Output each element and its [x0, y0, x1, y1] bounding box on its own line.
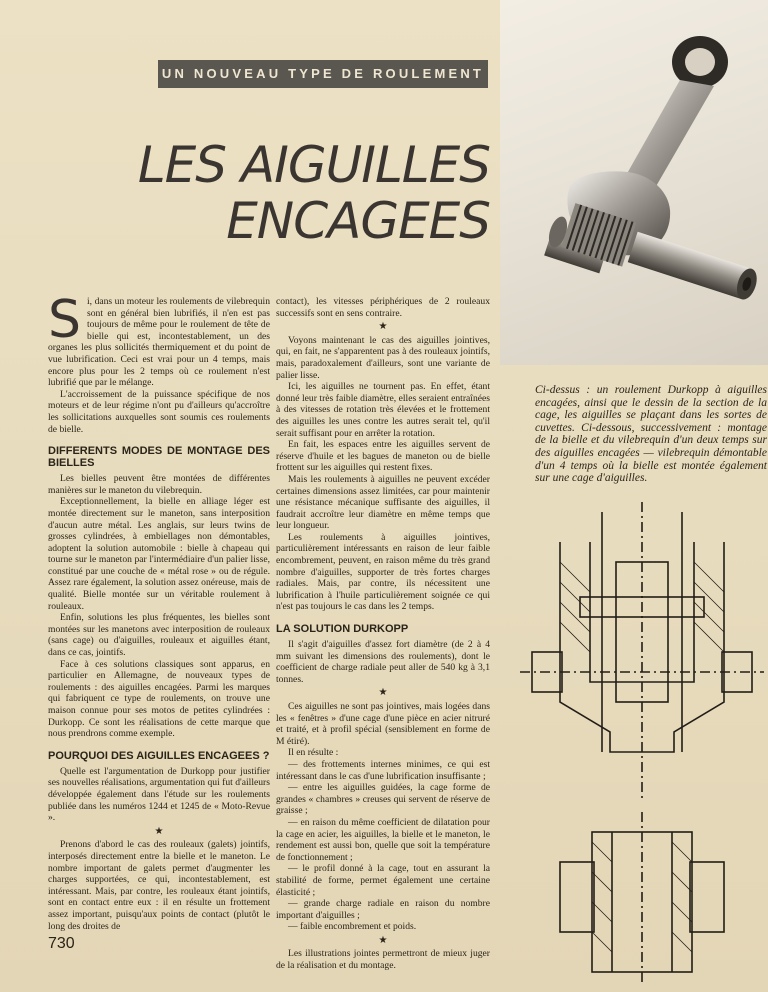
star-separator: ★ [378, 687, 388, 699]
paragraph: Ces aiguilles ne sont pas jointives, mais logées dans les « fenêtres » d'une cage d'une pièce en acier nitruré et traité, et à profil spécial (sensiblement en forme de M étiré). [276, 701, 490, 747]
paragraph: — grande charge radiale en raison du nombre important d'aiguilles ; [276, 898, 490, 921]
paragraph: Prenons d'abord le cas des rouleaux (galets) jointifs, interposés directement entre la bielle et le maneton. Le nombre important de galets permet d'augmenter les charges supportées, ce qui, incontestablement, est intéressant. Mais, par contre, les rouleaux étant jointifs, sont en contact entre eux : il en résulte un frottement assez important, puisqu'aux points de contact (plutôt le long des droites de [48, 839, 270, 932]
section-heading: POURQUOI DES AIGUILLES ENCAGEES ? [48, 749, 270, 762]
paragraph: — entre les aiguilles guidées, la cage forme de grandes « chambres » creuses qui servent de réserve de graisse ; [276, 782, 490, 817]
paragraph: Il en résulte : [288, 747, 339, 759]
paragraph: Enfin, solutions les plus fréquentes, les bielles sont montées sur les manetons avec interposition de rouleaux (sans cage) ou d'aiguilles, rouleaux et aiguilles étant, dans ce cas, jointifs. [48, 612, 270, 659]
paragraph: — en raison du même coefficient de dilatation pour la cage en acier, les aiguilles, la bielle et le maneton, le rendement est aussi bon, quelle que soit la température de fonctionnement ; [276, 816, 490, 863]
text-column-2 [276, 296, 490, 972]
kicker-banner: UN NOUVEAU TYPE DE ROULEMENT [158, 60, 488, 88]
paragraph: En fait, les espaces entre les aiguilles servent de réserve d'huile et les bagues de maneton ou de bielle frottent sur les aiguilles qui restent fixes. [276, 439, 490, 474]
paragraph: Exceptionnellement, la bielle en alliage léger est montée directement sur le maneton, sans interposition d'aucun autre métal. Les anglais, sur leurs twins de grosses cylindrées, à embiellages non démontables, adoptent la solution automobile : bielle à chapeau qui tourne sur le maneton par l'intermédiaire d'un palier lisse, constitué par une couche de « métal rose » ou de régule. Assez rare également, la solution assez onéreuse, mais de qualité. Bielle montée sur un véritable roulement à rouleaux. [48, 496, 270, 612]
star-separator: ★ [378, 934, 388, 946]
star-separator: ★ [154, 825, 164, 837]
paragraph: Les illustrations jointes permettront de mieux juger de la réalisation et du montage. [276, 948, 490, 972]
section-heading: DIFFERENTS MODES DE MONTAGE DES BIELLES [48, 445, 270, 470]
paragraph: contact), les vitesses périphériques de 2 rouleaux successifs sont en sens contraire. [276, 296, 490, 319]
text-column-1 [48, 290, 270, 932]
paragraph: Ici, les aiguilles ne tournent pas. En effet, étant donné leur très faible diamètre, elles seraient entraînées à des vitesses de rotation très élevées et le frottement des aiguilles les unes contre les autres serait tel, qu'il serait suffisant pour en arrêter la rotation. [276, 381, 490, 439]
page-number: 730 [48, 935, 75, 952]
paragraph: Quelle est l'argumentation de Durkopp pour justifier ses nouvelles réalisations, argumentation qui fut d'ailleurs développée également dans l'étude sur les roulements publiée dans les numéros 1244 et 1245 de « Moto-Revue ». [48, 765, 270, 824]
paragraph: Voyons maintenant le cas des aiguilles jointives, qui, en fait, ne s'apparentent pas à des rouleaux jointifs, mais, paradoxalement d'ailleurs, sont une variante de palier lisse. [276, 334, 490, 381]
paragraph: L'accroissement de la puissance spécifique de nos moteurs et de leur régime n'ont pu d'ailleurs qu'accroître les sollicitations auxquelles sont soumis ces roulements de bielle. [48, 388, 270, 435]
paragraph: Face à ces solutions classiques sont apparus, en particulier en Allemagne, de nouveaux types de roulements : des aiguilles encagées. Parmi les marques qui fabriquent ce type de roulements, on trouve une maison connue pour ses motos de petites cylindrées : Durkopp. Ce sont les réalisations de cette marque que nous prendrons comme exemple. [48, 658, 270, 740]
crankshaft-section-drawing [520, 502, 764, 982]
paragraph: Mais les roulements à aiguilles ne peuvent excéder certaines dimensions assez limitées, car pour maintenir une résistance mécanique suffisante des aiguilles, il faudrait accroître leur diamètre en même temps que leur longueur. [276, 473, 490, 532]
paragraph: Il s'agit d'aiguilles d'assez fort diamètre (de 2 à 4 mm suivant les dimensions des roulements), dont le coefficient de charge radiale peut aller de 540 kg à 3,1 tonnes. [276, 639, 490, 685]
paragraph: Les bielles peuvent être montées de différentes manières sur le maneton du vilebrequin. [48, 473, 270, 496]
drop-cap: S [48, 290, 82, 350]
paragraph: — faible encombrement et poids. [288, 921, 417, 933]
paragraph: Les roulements à aiguilles jointives, particulièrement intéressants en raison de leur faible encombrement, peuvent, en raison même du très grand nombre d'aiguilles, supporter de très fortes charges radiales. Mais, par contre, ils nécessitent une lubrification à l'huile particulièrement soignée ce qui n'est pas toujours le cas dans les 2 temps. [276, 531, 490, 613]
paragraph: — des frottements internes minimes, ce qui est intéressant dans le cas d'une lubrification insuffisante ; [276, 758, 490, 782]
paragraph: i, dans un moteur les roulements de vilebrequin sont en général bien lubrifiés, il n'en est pas toujours de même pour le roulement de tête de bielle qui est, incontestablement, un des organes les plus sollicités thermiquement et du point de vue lubrification. Ceci est vrai pour un 4 temps, mais encore plus pour les 2 temps où ce roulement n'est lubrifié que par le mélange. [48, 296, 270, 389]
page-title-line1: LES AIGUILLES [137, 136, 490, 194]
page-title-line2: ENCAGEES [226, 192, 490, 250]
section-heading: LA SOLUTION DURKOPP [276, 623, 409, 636]
connecting-rod-photo [500, 0, 768, 365]
photo-caption: Ci-dessus : un roulement Durkopp à aiguilles encagées, ainsi que le dessin de la section de la cage, les aiguilles se plaçant dans les sortes de cuvettes. Ci-dessous, successivement : montage de la bielle et du vilebrequin d'un deux temps sur des aiguilles encagées — vilebrequin démontable d'un 4 temps où la bielle est montée également sur une cage d'aiguilles. [535, 384, 767, 485]
paragraph: — le profil donné à la cage, tout en assurant la stabilité de forme, permet également une certaine élasticité ; [276, 863, 490, 898]
star-separator: ★ [378, 321, 388, 333]
